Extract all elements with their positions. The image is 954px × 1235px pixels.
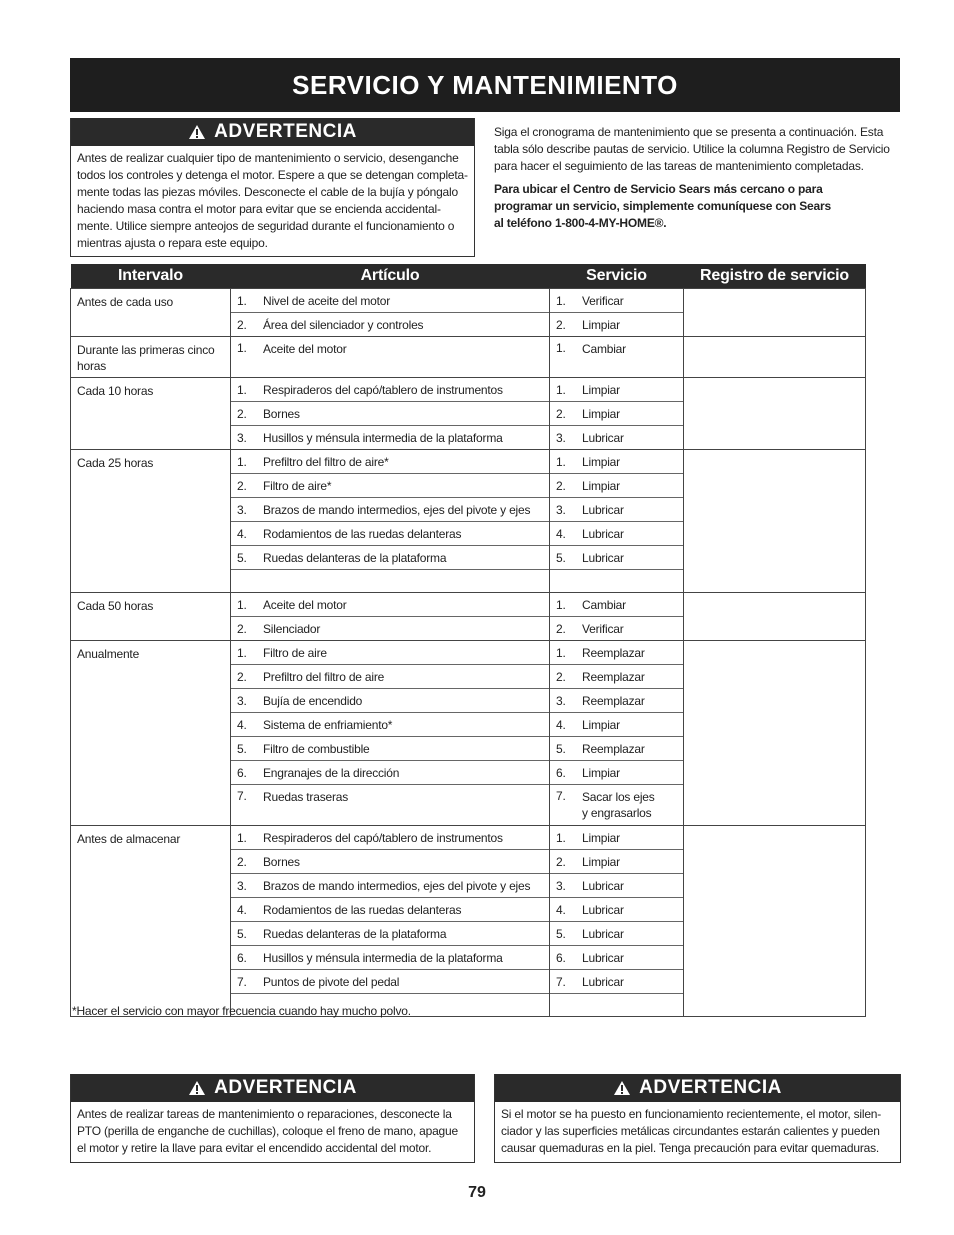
service-text: Lubricar bbox=[582, 974, 624, 989]
table-row bbox=[71, 289, 866, 337]
warning-line: mente. Utilice siempre anteojos de seguridad durante el funcionamiento o bbox=[77, 219, 455, 233]
article-item bbox=[231, 593, 549, 617]
intro-bold-line: Para ubicar el Centro de Servicio Sears más cercano o para bbox=[494, 182, 823, 196]
article-text: Bornes bbox=[263, 854, 300, 869]
service-item bbox=[550, 426, 683, 449]
header-intervalo: Intervalo bbox=[71, 264, 231, 289]
item-number: 3. bbox=[556, 430, 566, 445]
warning-heading: ADVERTENCIA bbox=[214, 1077, 357, 1098]
article-item bbox=[231, 450, 549, 474]
item-number: 3. bbox=[237, 693, 247, 708]
item-number: 7. bbox=[237, 789, 247, 803]
item-number: 2. bbox=[556, 669, 566, 684]
warning-text bbox=[71, 146, 474, 256]
article-text: Respiraderos del capó/tablero de instrumentos bbox=[263, 830, 503, 845]
service-item bbox=[550, 874, 683, 898]
item-number: 3. bbox=[556, 693, 566, 708]
interval-label: Antes de almacenar bbox=[77, 832, 181, 846]
article-item bbox=[231, 898, 549, 922]
article-item bbox=[231, 426, 549, 449]
service-cell bbox=[550, 593, 684, 641]
service-item bbox=[550, 450, 683, 474]
warning-line: PTO (perilla de enganche de cuchillas), coloque el freno de mano, apague bbox=[77, 1124, 458, 1138]
item-number: 2. bbox=[237, 621, 247, 636]
service-item bbox=[550, 617, 683, 640]
warning-line: Antes de realizar cualquier tipo de mantenimiento o servicio, desenganche bbox=[77, 151, 459, 165]
item-number: 3. bbox=[556, 502, 566, 517]
service-text: Limpiar bbox=[582, 382, 620, 397]
table-row bbox=[71, 826, 866, 1017]
article-text: Nivel de aceite del motor bbox=[263, 293, 391, 308]
page-number: 79 bbox=[468, 1184, 486, 1201]
article-item bbox=[231, 713, 549, 737]
item-number: 1. bbox=[237, 382, 247, 397]
service-cell bbox=[550, 450, 684, 593]
item-number: 1. bbox=[556, 382, 566, 397]
item-number: 4. bbox=[556, 717, 566, 732]
table-row bbox=[71, 593, 866, 641]
warning-line: todos los controles y detenga el motor. Espere a que se detengan completa- bbox=[77, 168, 468, 182]
warning-line: mente todas las piezas móviles. Desconecte el cable de la bujía y póngalo bbox=[77, 185, 458, 199]
service-text: Limpiar bbox=[582, 830, 620, 845]
warning-line: Antes de realizar tareas de mantenimiento o reparaciones, desconecte la bbox=[77, 1107, 452, 1121]
interval-label: Durante las primeras cinco horas bbox=[77, 343, 215, 373]
warning-heading: ADVERTENCIA bbox=[639, 1077, 782, 1098]
article-item bbox=[231, 402, 549, 426]
service-item bbox=[550, 474, 683, 498]
service-text: Lubricar bbox=[582, 430, 624, 445]
item-number: 5. bbox=[237, 741, 247, 756]
article-item bbox=[231, 617, 549, 640]
warning-line: causar quemaduras en la piel. Tenga precaución para evitar quemaduras. bbox=[501, 1141, 880, 1155]
item-number: 3. bbox=[237, 502, 247, 517]
warning-line: ciador y las superficies metálicas circundantes estarán calientes y pueden bbox=[501, 1124, 880, 1138]
item-number: 1. bbox=[556, 597, 566, 612]
table-body bbox=[71, 289, 866, 1017]
service-text: Lubricar bbox=[582, 550, 624, 565]
service-text: Reemplazar bbox=[582, 669, 645, 684]
service-text: Limpiar bbox=[582, 854, 620, 869]
interval-cell bbox=[71, 378, 231, 450]
item-number: 1. bbox=[237, 454, 247, 469]
article-text: Prefiltro del filtro de aire bbox=[263, 669, 385, 684]
interval-cell bbox=[71, 337, 231, 378]
article-item bbox=[231, 289, 549, 313]
intro-line: tabla sólo describe pautas de servicio. Utilice la columna Registro de Servicio bbox=[494, 142, 890, 156]
article-text: Engranajes de la dirección bbox=[263, 765, 400, 780]
service-text: Limpiar bbox=[582, 765, 620, 780]
interval-label: Cada 50 horas bbox=[77, 599, 154, 613]
intro-bold-line: programar un servicio, simplemente comuníquese con Sears bbox=[494, 199, 831, 213]
item-number: 1. bbox=[237, 293, 247, 308]
service-text: Verificar bbox=[582, 621, 624, 636]
article-text: Husillos y ménsula intermedia de la plataforma bbox=[263, 950, 503, 965]
article-text: Filtro de combustible bbox=[263, 741, 370, 756]
service-item bbox=[550, 713, 683, 737]
article-item bbox=[231, 785, 549, 825]
service-cell bbox=[550, 289, 684, 337]
item-number: 3. bbox=[237, 430, 247, 445]
service-item bbox=[550, 761, 683, 785]
warning-header bbox=[71, 118, 474, 146]
table-header-row bbox=[71, 264, 866, 289]
article-text: Ruedas traseras bbox=[263, 790, 349, 804]
service-item bbox=[550, 946, 683, 970]
article-text: Bujía de encendido bbox=[263, 693, 363, 708]
interval-cell bbox=[71, 641, 231, 826]
article-cell bbox=[231, 641, 550, 826]
service-item bbox=[550, 970, 683, 994]
service-text: Cambiar bbox=[582, 342, 626, 356]
warning-triangle-icon bbox=[613, 1080, 631, 1096]
article-text: Rodamientos de las ruedas delanteras bbox=[263, 526, 462, 541]
item-number: 6. bbox=[556, 765, 566, 780]
article-text: Brazos de mando intermedios, ejes del pivote y ejes bbox=[263, 502, 531, 517]
item-number: 7. bbox=[556, 974, 566, 989]
item-number: 2. bbox=[237, 854, 247, 869]
item-number: 4. bbox=[237, 526, 247, 541]
warning-line: Si el motor se ha puesto en funcionamiento recientemente, el motor, silen- bbox=[501, 1107, 882, 1121]
item-number: 1. bbox=[556, 830, 566, 845]
service-text: Limpiar bbox=[582, 454, 620, 469]
service-item bbox=[550, 498, 683, 522]
article-item bbox=[231, 474, 549, 498]
service-text: Reemplazar bbox=[582, 741, 645, 756]
warning-heading: ADVERTENCIA bbox=[214, 121, 357, 142]
header-registro: Registro de servicio bbox=[684, 264, 866, 289]
service-item bbox=[550, 665, 683, 689]
item-number: 2. bbox=[556, 478, 566, 493]
warning-text bbox=[71, 1102, 474, 1161]
item-number: 7. bbox=[556, 789, 566, 803]
article-text: Bornes bbox=[263, 406, 300, 421]
service-item bbox=[550, 289, 683, 313]
warning-triangle-icon bbox=[188, 124, 206, 140]
item-number: 4. bbox=[556, 902, 566, 917]
item-number: 5. bbox=[237, 926, 247, 941]
article-text: Brazos de mando intermedios, ejes del pivote y ejes bbox=[263, 878, 531, 893]
article-item bbox=[231, 546, 549, 570]
header-articulo: Artículo bbox=[231, 264, 550, 289]
item-number: 3. bbox=[556, 878, 566, 893]
warning-header bbox=[71, 1074, 474, 1102]
table-row bbox=[71, 641, 866, 826]
article-cell bbox=[231, 450, 550, 593]
service-item bbox=[550, 378, 683, 402]
article-item bbox=[231, 970, 549, 994]
article-cell bbox=[231, 378, 550, 450]
service-text: Lubricar bbox=[582, 878, 624, 893]
article-text: Rodamientos de las ruedas delanteras bbox=[263, 902, 462, 917]
maintenance-schedule-table bbox=[70, 264, 866, 1017]
service-text: Limpiar bbox=[582, 717, 620, 732]
service-record-cell bbox=[684, 641, 866, 826]
interval-label: Cada 25 horas bbox=[77, 456, 154, 470]
article-item bbox=[231, 498, 549, 522]
item-number: 2. bbox=[237, 478, 247, 493]
warning-box-bottom-right bbox=[494, 1074, 901, 1163]
item-number: 5. bbox=[556, 550, 566, 565]
item-number: 4. bbox=[237, 902, 247, 917]
item-number: 2. bbox=[556, 406, 566, 421]
service-text: Lubricar bbox=[582, 902, 624, 917]
article-item bbox=[231, 922, 549, 946]
article-text: Silenciador bbox=[263, 621, 321, 636]
service-item bbox=[550, 689, 683, 713]
service-text: Reemplazar bbox=[582, 645, 645, 660]
service-item bbox=[550, 737, 683, 761]
article-cell bbox=[231, 337, 550, 378]
service-text: Verificar bbox=[582, 293, 624, 308]
article-text: Área del silenciador y controles bbox=[263, 317, 424, 332]
service-record-cell bbox=[684, 593, 866, 641]
service-cell bbox=[550, 641, 684, 826]
article-item bbox=[231, 689, 549, 713]
item-number: 1. bbox=[556, 341, 566, 355]
service-item bbox=[550, 546, 683, 570]
item-number: 2. bbox=[556, 621, 566, 636]
section-banner bbox=[70, 58, 900, 112]
service-item bbox=[550, 593, 683, 617]
footnote: *Hacer el servicio con mayor frecuencia cuando hay mucho polvo. bbox=[72, 1004, 411, 1018]
header-servicio: Servicio bbox=[550, 264, 684, 289]
article-text: Sistema de enfriamiento* bbox=[263, 717, 393, 732]
item-number: 1. bbox=[237, 645, 247, 660]
interval-cell bbox=[71, 450, 231, 593]
service-record-cell bbox=[684, 826, 866, 1017]
interval-label: Cada 10 horas bbox=[77, 384, 154, 398]
service-item bbox=[550, 402, 683, 426]
table-row bbox=[71, 378, 866, 450]
article-cell bbox=[231, 289, 550, 337]
article-item bbox=[231, 313, 549, 336]
warning-line: haciendo masa contra el motor para evitar que se encienda accidental- bbox=[77, 202, 441, 216]
service-item bbox=[550, 785, 683, 825]
service-item bbox=[550, 826, 683, 850]
article-item bbox=[231, 378, 549, 402]
item-number: 6. bbox=[556, 950, 566, 965]
service-item bbox=[550, 922, 683, 946]
item-number: 2. bbox=[237, 317, 247, 332]
service-text: Lubricar bbox=[582, 950, 624, 965]
warning-line: mientras ajusta o repara este equipo. bbox=[77, 236, 268, 250]
item-number: 5. bbox=[237, 550, 247, 565]
item-number: 1. bbox=[237, 597, 247, 612]
intro-line: para hacer el seguimiento de las tareas de mantenimiento completadas. bbox=[494, 159, 864, 173]
service-record-cell bbox=[684, 378, 866, 450]
article-item bbox=[231, 737, 549, 761]
article-item bbox=[231, 665, 549, 689]
service-text: Limpiar bbox=[582, 406, 620, 421]
service-text: Lubricar bbox=[582, 526, 624, 541]
article-item bbox=[231, 337, 549, 377]
service-item bbox=[550, 313, 683, 336]
item-number: 5. bbox=[556, 926, 566, 941]
service-item bbox=[550, 337, 683, 377]
service-text: Reemplazar bbox=[582, 693, 645, 708]
warning-triangle-icon bbox=[188, 1080, 206, 1096]
service-item bbox=[550, 850, 683, 874]
article-text: Prefiltro del filtro de aire* bbox=[263, 454, 389, 469]
warning-box-top bbox=[70, 118, 475, 257]
article-item bbox=[231, 850, 549, 874]
item-number: 6. bbox=[237, 950, 247, 965]
article-text: Ruedas delanteras de la plataforma bbox=[263, 550, 447, 565]
interval-cell bbox=[71, 289, 231, 337]
intro-line: Siga el cronograma de mantenimiento que se presenta a continuación. Esta bbox=[494, 125, 884, 139]
interval-cell bbox=[71, 826, 231, 1017]
service-text: Limpiar bbox=[582, 317, 620, 332]
article-text: Husillos y ménsula intermedia de la plataforma bbox=[263, 430, 503, 445]
service-text: Cambiar bbox=[582, 597, 626, 612]
article-cell bbox=[231, 593, 550, 641]
article-text: Respiraderos del capó/tablero de instrumentos bbox=[263, 382, 503, 397]
item-number: 2. bbox=[556, 317, 566, 332]
item-number: 4. bbox=[556, 526, 566, 541]
article-text: Aceite del motor bbox=[263, 342, 347, 356]
item-number: 1. bbox=[237, 830, 247, 845]
article-text: Filtro de aire* bbox=[263, 478, 332, 493]
banner-title: SERVICIO Y MANTENIMIENTO bbox=[292, 69, 678, 100]
item-number: 1. bbox=[237, 341, 247, 355]
interval-cell bbox=[71, 593, 231, 641]
service-text: Lubricar bbox=[582, 926, 624, 941]
article-text: Ruedas delanteras de la plataforma bbox=[263, 926, 447, 941]
warning-line: el motor y retire la llave para evitar el encendido accidental del motor. bbox=[77, 1141, 432, 1155]
intro-bold-line: al teléfono 1-800-4-MY-HOME®. bbox=[494, 216, 667, 230]
service-cell bbox=[550, 826, 684, 1017]
article-text: Filtro de aire bbox=[263, 645, 327, 660]
table-row bbox=[71, 450, 866, 593]
item-number: 2. bbox=[556, 854, 566, 869]
item-number: 6. bbox=[237, 765, 247, 780]
item-number: 2. bbox=[237, 406, 247, 421]
service-text: Lubricar bbox=[582, 502, 624, 517]
item-number: 3. bbox=[237, 878, 247, 893]
service-item bbox=[550, 641, 683, 665]
service-cell bbox=[550, 337, 684, 378]
item-number: 4. bbox=[237, 717, 247, 732]
article-item bbox=[231, 641, 549, 665]
item-number: 7. bbox=[237, 974, 247, 989]
article-item bbox=[231, 522, 549, 546]
intro-text bbox=[494, 124, 906, 238]
article-text: Puntos de pivote del pedal bbox=[263, 974, 400, 989]
article-cell bbox=[231, 826, 550, 1017]
item-number: 1. bbox=[556, 645, 566, 660]
interval-label: Antes de cada uso bbox=[77, 295, 174, 309]
item-number: 1. bbox=[556, 293, 566, 308]
warning-text bbox=[495, 1102, 900, 1161]
service-text: Limpiar bbox=[582, 478, 620, 493]
article-text: Aceite del motor bbox=[263, 597, 347, 612]
interval-label: Anualmente bbox=[77, 647, 140, 661]
service-record-cell bbox=[684, 337, 866, 378]
warning-header bbox=[495, 1074, 900, 1102]
service-item bbox=[550, 898, 683, 922]
article-item bbox=[231, 874, 549, 898]
table-row bbox=[71, 337, 866, 378]
warning-box-bottom-left bbox=[70, 1074, 475, 1163]
article-item bbox=[231, 946, 549, 970]
service-record-cell bbox=[684, 289, 866, 337]
article-item bbox=[231, 761, 549, 785]
service-text: Sacar los ejes y engrasarlos bbox=[582, 790, 655, 820]
item-number: 2. bbox=[237, 669, 247, 684]
article-item bbox=[231, 826, 549, 850]
service-cell bbox=[550, 378, 684, 450]
item-number: 1. bbox=[556, 454, 566, 469]
item-number: 5. bbox=[556, 741, 566, 756]
service-item bbox=[550, 522, 683, 546]
service-record-cell bbox=[684, 450, 866, 593]
